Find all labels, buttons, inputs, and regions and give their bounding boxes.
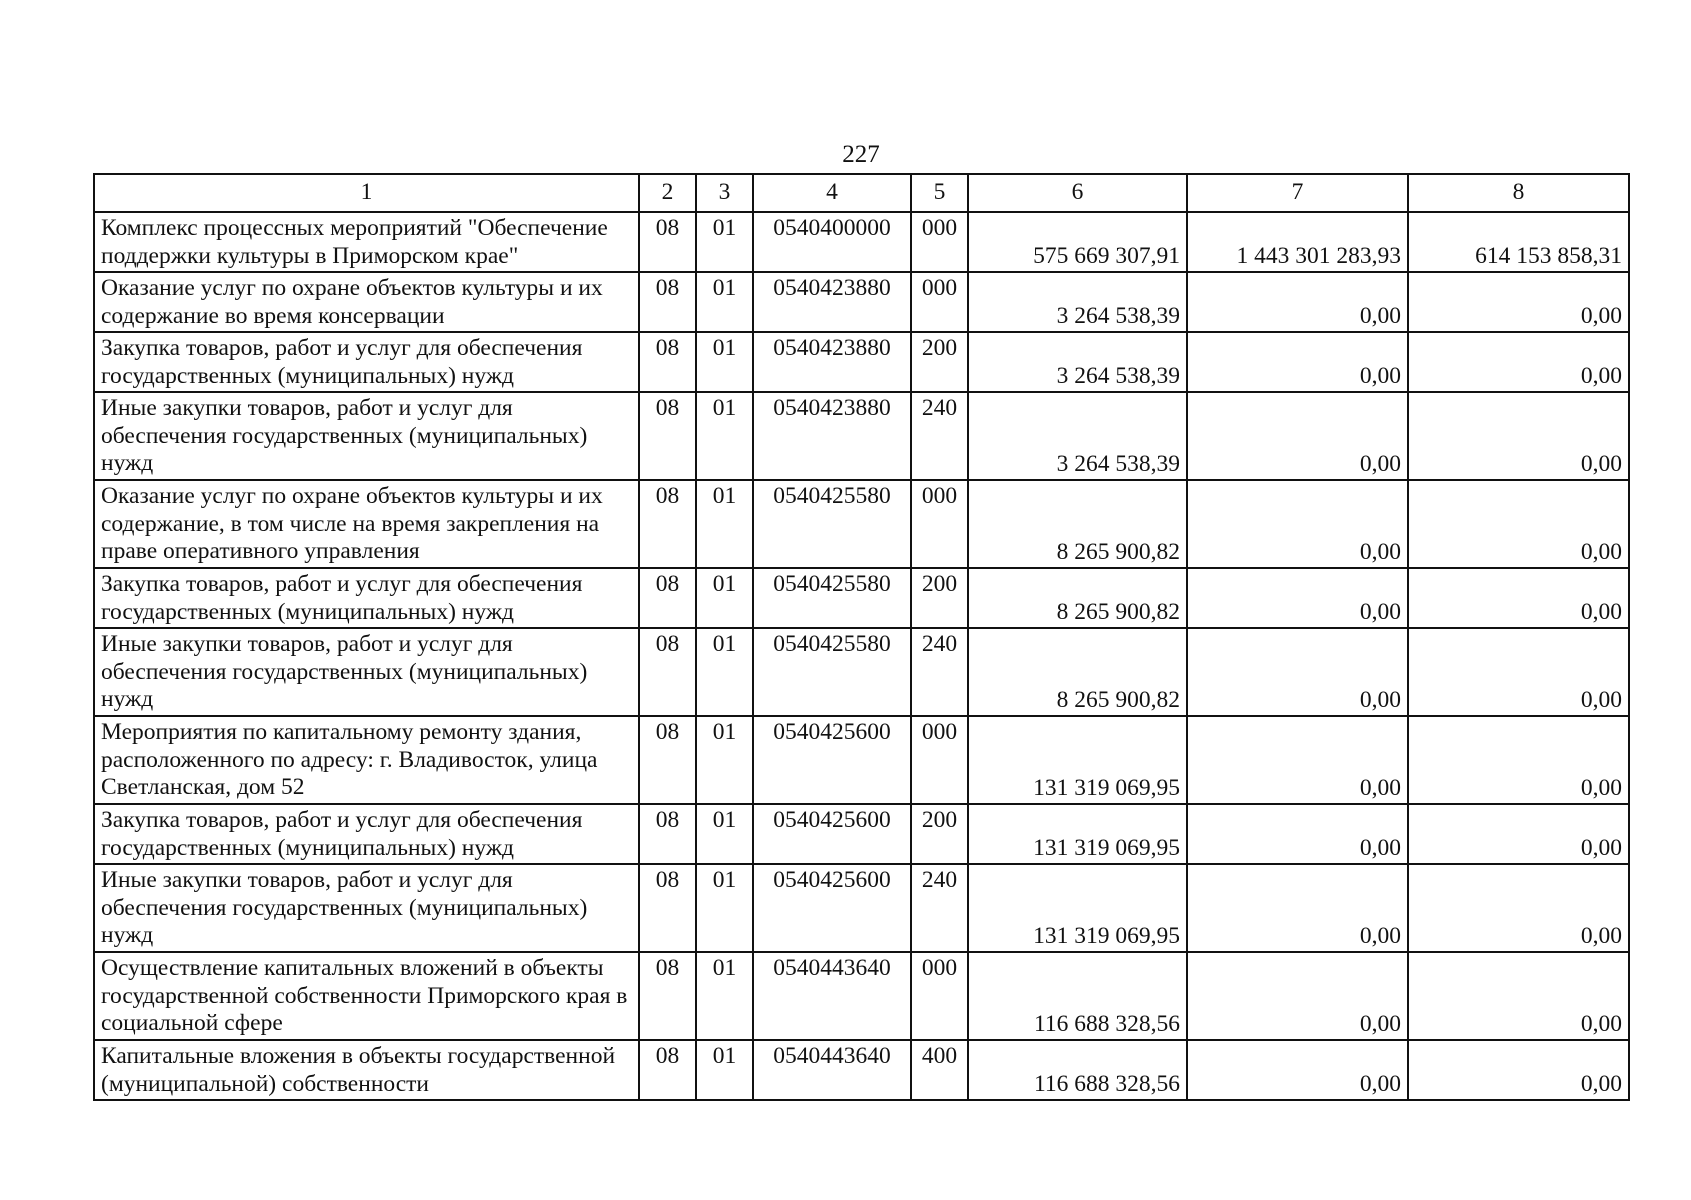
- expense-type-code: 240: [911, 628, 968, 716]
- amount-col6: 8 265 900,82: [968, 480, 1187, 568]
- row-name: Иные закупки товаров, работ и услуг для обеспечения государственных (муниципальных) нужд: [94, 392, 639, 480]
- expense-type-code: 240: [911, 864, 968, 952]
- target-article-code: 0540443640: [753, 1040, 911, 1100]
- amount-col8: 0,00: [1408, 804, 1629, 864]
- row-name: Комплекс процессных мероприятий "Обеспечение поддержки культуры в Приморском крае": [94, 212, 639, 272]
- table-row: [94, 332, 1629, 392]
- section-code: 08: [639, 628, 696, 716]
- column-header: 5: [911, 174, 968, 212]
- row-name: Осуществление капитальных вложений в объекты государственной собственности Приморского края в социальной сфере: [94, 952, 639, 1040]
- amount-col6: 116 688 328,56: [968, 952, 1187, 1040]
- column-header: 1: [94, 174, 639, 212]
- section-code: 08: [639, 864, 696, 952]
- subsection-code: 01: [696, 1040, 753, 1100]
- table-row: [94, 212, 1629, 272]
- row-name: Закупка товаров, работ и услуг для обеспечения государственных (муниципальных) нужд: [94, 804, 639, 864]
- table-row: [94, 392, 1629, 480]
- subsection-code: 01: [696, 864, 753, 952]
- table-row: [94, 480, 1629, 568]
- expense-type-code: 200: [911, 332, 968, 392]
- amount-col7: 0,00: [1187, 332, 1408, 392]
- target-article-code: 0540425600: [753, 804, 911, 864]
- target-article-code: 0540425600: [753, 716, 911, 804]
- subsection-code: 01: [696, 628, 753, 716]
- target-article-code: 0540443640: [753, 952, 911, 1040]
- section-code: 08: [639, 952, 696, 1040]
- section-code: 08: [639, 272, 696, 332]
- target-article-code: 0540423880: [753, 272, 911, 332]
- expense-type-code: 200: [911, 804, 968, 864]
- column-header: 7: [1187, 174, 1408, 212]
- amount-col7: 1 443 301 283,93: [1187, 212, 1408, 272]
- target-article-code: 0540423880: [753, 392, 911, 480]
- target-article-code: 0540400000: [753, 212, 911, 272]
- section-code: 08: [639, 332, 696, 392]
- row-name: Оказание услуг по охране объектов культуры и их содержание во время консервации: [94, 272, 639, 332]
- subsection-code: 01: [696, 272, 753, 332]
- target-article-code: 0540425580: [753, 628, 911, 716]
- target-article-code: 0540423880: [753, 332, 911, 392]
- amount-col8: 0,00: [1408, 568, 1629, 628]
- subsection-code: 01: [696, 568, 753, 628]
- table-row: [94, 952, 1629, 1040]
- amount-col8: 0,00: [1408, 952, 1629, 1040]
- expense-type-code: 240: [911, 392, 968, 480]
- amount-col6: 3 264 538,39: [968, 332, 1187, 392]
- expense-type-code: 000: [911, 212, 968, 272]
- row-name: Закупка товаров, работ и услуг для обеспечения государственных (муниципальных) нужд: [94, 568, 639, 628]
- column-header: 4: [753, 174, 911, 212]
- column-header: 3: [696, 174, 753, 212]
- budget-table: [93, 173, 1630, 1101]
- table-row: [94, 1040, 1629, 1100]
- subsection-code: 01: [696, 392, 753, 480]
- amount-col8: 0,00: [1408, 864, 1629, 952]
- amount-col8: 0,00: [1408, 272, 1629, 332]
- subsection-code: 01: [696, 804, 753, 864]
- amount-col6: 131 319 069,95: [968, 716, 1187, 804]
- amount-col8: 614 153 858,31: [1408, 212, 1629, 272]
- amount-col8: 0,00: [1408, 480, 1629, 568]
- expense-type-code: 000: [911, 716, 968, 804]
- section-code: 08: [639, 1040, 696, 1100]
- section-code: 08: [639, 568, 696, 628]
- subsection-code: 01: [696, 212, 753, 272]
- table-row: [94, 864, 1629, 952]
- subsection-code: 01: [696, 480, 753, 568]
- expense-type-code: 000: [911, 480, 968, 568]
- amount-col7: 0,00: [1187, 480, 1408, 568]
- target-article-code: 0540425600: [753, 864, 911, 952]
- table-row: [94, 628, 1629, 716]
- row-name: Иные закупки товаров, работ и услуг для обеспечения государственных (муниципальных) нужд: [94, 628, 639, 716]
- table-row: [94, 568, 1629, 628]
- expense-type-code: 200: [911, 568, 968, 628]
- section-code: 08: [639, 716, 696, 804]
- table-header-row: [94, 174, 1629, 212]
- page-number: 227: [842, 141, 880, 168]
- expense-type-code: 000: [911, 952, 968, 1040]
- row-name: Оказание услуг по охране объектов культуры и их содержание, в том числе на время закрепления на праве оперативного управления: [94, 480, 639, 568]
- amount-col6: 8 265 900,82: [968, 628, 1187, 716]
- amount-col7: 0,00: [1187, 272, 1408, 332]
- amount-col6: 3 264 538,39: [968, 272, 1187, 332]
- amount-col7: 0,00: [1187, 1040, 1408, 1100]
- subsection-code: 01: [696, 716, 753, 804]
- amount-col8: 0,00: [1408, 332, 1629, 392]
- target-article-code: 0540425580: [753, 480, 911, 568]
- table-row: [94, 804, 1629, 864]
- column-header: 2: [639, 174, 696, 212]
- amount-col6: 131 319 069,95: [968, 864, 1187, 952]
- table-row: [94, 272, 1629, 332]
- amount-col7: 0,00: [1187, 804, 1408, 864]
- amount-col8: 0,00: [1408, 716, 1629, 804]
- amount-col7: 0,00: [1187, 392, 1408, 480]
- amount-col7: 0,00: [1187, 952, 1408, 1040]
- column-header: 6: [968, 174, 1187, 212]
- table-row: [94, 716, 1629, 804]
- amount-col7: 0,00: [1187, 864, 1408, 952]
- amount-col7: 0,00: [1187, 716, 1408, 804]
- amount-col6: 3 264 538,39: [968, 392, 1187, 480]
- row-name: Капитальные вложения в объекты государственной (муниципальной) собственности: [94, 1040, 639, 1100]
- amount-col8: 0,00: [1408, 628, 1629, 716]
- section-code: 08: [639, 212, 696, 272]
- subsection-code: 01: [696, 332, 753, 392]
- amount-col6: 575 669 307,91: [968, 212, 1187, 272]
- section-code: 08: [639, 480, 696, 568]
- row-name: Мероприятия по капитальному ремонту здания, расположенного по адресу: г. Владивосток, улица Светланская, дом 52: [94, 716, 639, 804]
- target-article-code: 0540425580: [753, 568, 911, 628]
- column-header: 8: [1408, 174, 1629, 212]
- section-code: 08: [639, 392, 696, 480]
- amount-col7: 0,00: [1187, 568, 1408, 628]
- amount-col8: 0,00: [1408, 1040, 1629, 1100]
- row-name: Иные закупки товаров, работ и услуг для обеспечения государственных (муниципальных) нужд: [94, 864, 639, 952]
- amount-col6: 131 319 069,95: [968, 804, 1187, 864]
- row-name: Закупка товаров, работ и услуг для обеспечения государственных (муниципальных) нужд: [94, 332, 639, 392]
- amount-col7: 0,00: [1187, 628, 1408, 716]
- amount-col8: 0,00: [1408, 392, 1629, 480]
- section-code: 08: [639, 804, 696, 864]
- expense-type-code: 000: [911, 272, 968, 332]
- subsection-code: 01: [696, 952, 753, 1040]
- amount-col6: 8 265 900,82: [968, 568, 1187, 628]
- expense-type-code: 400: [911, 1040, 968, 1100]
- amount-col6: 116 688 328,56: [968, 1040, 1187, 1100]
